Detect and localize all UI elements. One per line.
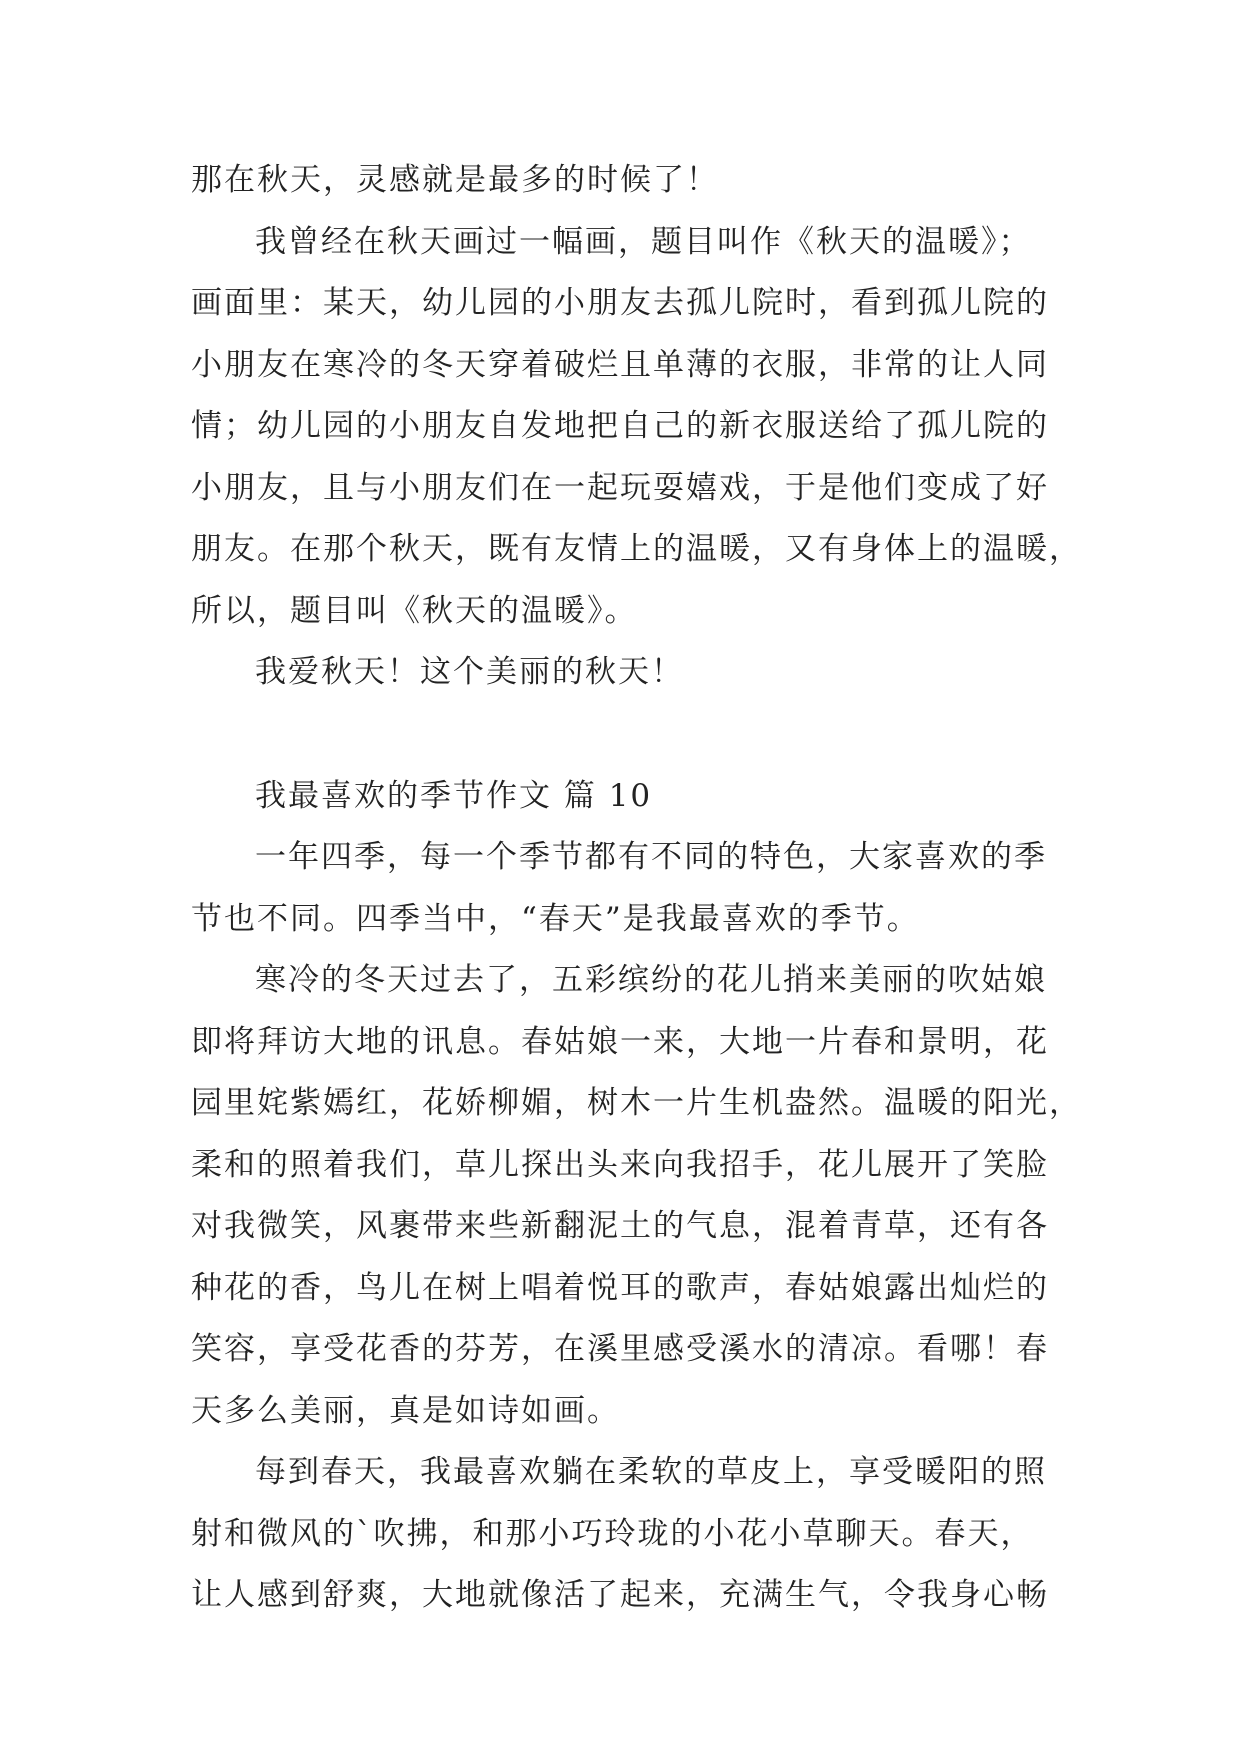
- section-gap: [191, 704, 1061, 766]
- text-line: 所以，题目叫《秋天的温暖》。: [191, 592, 638, 629]
- text-line: 小朋友，且与小朋友们在一起玩耍嬉戏，于是他们变成了好: [191, 469, 1049, 506]
- text-line: 射和微风的`吹拂，和那小巧玲珑的小花小草聊天。春天，: [191, 1515, 1034, 1552]
- paragraph-first-line: 一年四季，每一个季节都有不同的特色，大家喜欢的季: [255, 839, 1047, 875]
- text-line: 即将拜访大地的讯息。春姑娘一来，大地一片春和景明，花: [191, 1023, 1049, 1060]
- text-line: 情；幼儿园的小朋友自发地把自己的新衣服送给了孤儿院的: [191, 408, 1049, 444]
- text-line: 那在秋天，灵感就是最多的时候了！: [191, 162, 719, 198]
- text-line: 柔和的照着我们，草儿探出头来向我招手，花儿展开了笑脸: [191, 1146, 1049, 1183]
- text-line: 画面里：某天，幼儿园的小朋友去孤儿院时，看到孤儿院的: [191, 285, 1049, 321]
- text-line: 园里姹紫嫣红，花娇柳媚，树木一片生机盎然。温暖的阳光，: [191, 1085, 1082, 1121]
- text-line: 对我微笑，风裹带来些新翻泥土的气息，混着青草，还有各: [191, 1208, 1049, 1244]
- paragraph-first-line: 我爱秋天！这个美丽的秋天！: [255, 654, 684, 690]
- text-line: 天多么美丽，真是如诗如画。: [191, 1392, 620, 1429]
- paragraph-first-line: 每到春天，我最喜欢躺在柔软的草皮上，享受暖阳的照: [255, 1454, 1047, 1490]
- paragraph-first-line: 寒冷的冬天过去了，五彩缤纷的花儿捎来美丽的吹姑娘: [255, 962, 1047, 998]
- essay-text: [191, 150, 1082, 1627]
- section-heading: 我最喜欢的季节作文 篇 10: [255, 777, 653, 814]
- text-line: 笑容，享受花香的芬芳，在溪里感受溪水的清凉。看哪！春: [191, 1331, 1049, 1367]
- text-line: 小朋友在寒冷的冬天穿着破烂且单薄的衣服，非常的让人同: [191, 346, 1049, 383]
- text-line: 朋友。在那个秋天，既有友情上的温暖，又有身体上的温暖，: [191, 531, 1082, 567]
- text-line: 让人感到舒爽，大地就像活了起来，充满生气，令我身心畅: [191, 1577, 1049, 1613]
- text-line: 节也不同。四季当中，“春天”是我最喜欢的季节。: [191, 900, 920, 937]
- paragraph-first-line: 我曾经在秋天画过一幅画，题目叫作《秋天的温暖》；: [255, 223, 1032, 260]
- text-line: 种花的香，鸟儿在树上唱着悦耳的歌声，春姑娘露出灿烂的: [191, 1269, 1049, 1306]
